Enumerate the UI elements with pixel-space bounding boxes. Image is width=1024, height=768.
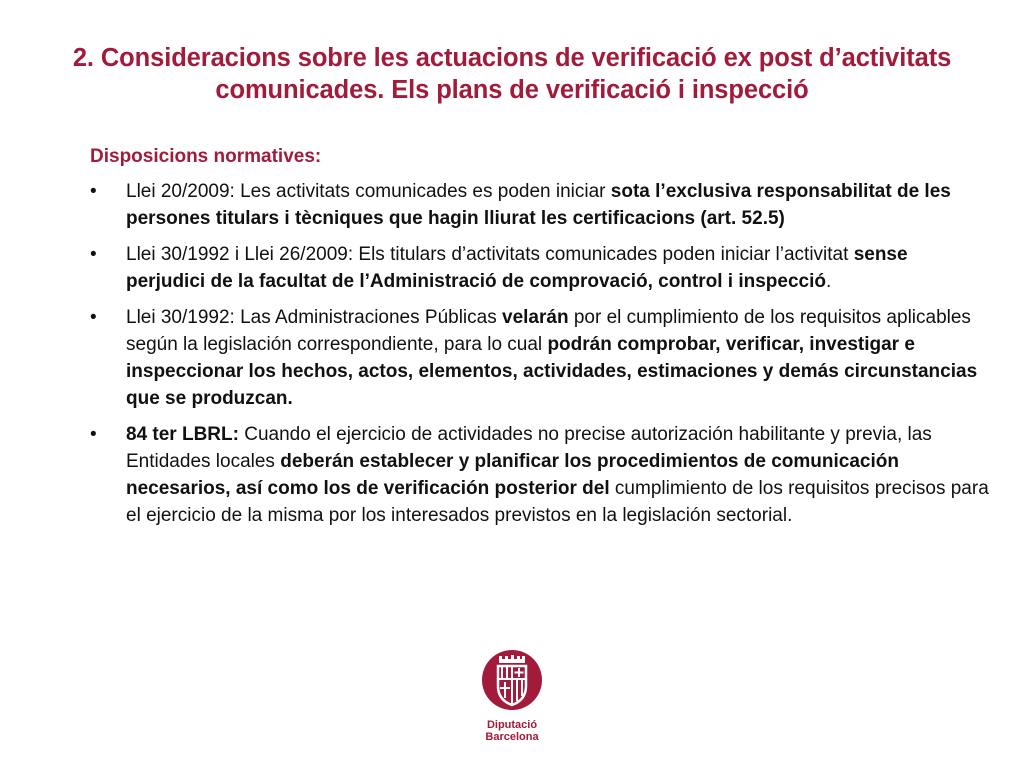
bullet-marker: • [90,424,97,445]
logo-caption [480,719,544,743]
bullet-text-bold: sota l’exclusiva responsabilitat de les persones titulars i tècniques que hagin lliurat les certificacions (art. 52.5) [126,181,951,229]
logo-line-2: Barcelona [485,731,539,743]
logo [480,648,544,743]
bullet-text: . [826,271,832,292]
bullet-item [90,304,990,412]
bullet-text: Cuando el ejercicio de actividades no precise autorización habilitante y previa, las Entidades locales [126,424,932,472]
bullet-text: Llei 30/1992: Las Administraciones Públicas [126,307,503,328]
bullet-text: cumplimiento de los requisitos precisos para el ejercicio de la misma por los interesados previstos en la legislación sectorial. [126,478,989,526]
bullet-list [90,178,990,538]
bullet-marker: • [90,181,97,202]
bullet-text-bold: sense perjudici de la facultat de l’Administració de comprovació, control i inspecció [126,244,908,292]
bullet-item [90,178,990,232]
slide-title: 2. Consideracions sobre les actuacions de verificació ex post d’activitats comunicades. Els plans de verificació i inspecció [72,44,952,104]
diputacio-barcelona-emblem-icon [480,648,544,712]
bullet-text: por el cumplimiento de los requisitos aplicables según la legislación correspondiente, para lo cual [126,307,971,355]
bullet-marker: • [90,307,97,328]
bullet-marker: • [90,244,97,265]
bullet-text-bold: velarán [502,307,569,328]
bullet-text-bold: deberán establecer y planificar los procedimientos de comunicación necesarios, así como los de verificación posterior del [126,451,899,499]
logo-line-1: Diputació [486,719,538,731]
bullet-item [90,421,990,529]
subheading: Disposicions normatives: [90,146,322,167]
bullet-text: Llei 20/2009: Les activitats comunicades es poden iniciar [126,181,611,202]
bullet-text-bold: podrán comprobar, verificar, investigar e inspeccionar los hechos, actos, elementos, actividades, estimaciones y demás circunstancias que se produzcan. [126,334,978,409]
bullet-item [90,241,990,295]
bullet-text-bold: 84 ter LBRL: [126,424,239,445]
bullet-text: Llei 30/1992 i Llei 26/2009: Els titulars d’activitats comunicades poden iniciar l’activitat [126,244,854,265]
